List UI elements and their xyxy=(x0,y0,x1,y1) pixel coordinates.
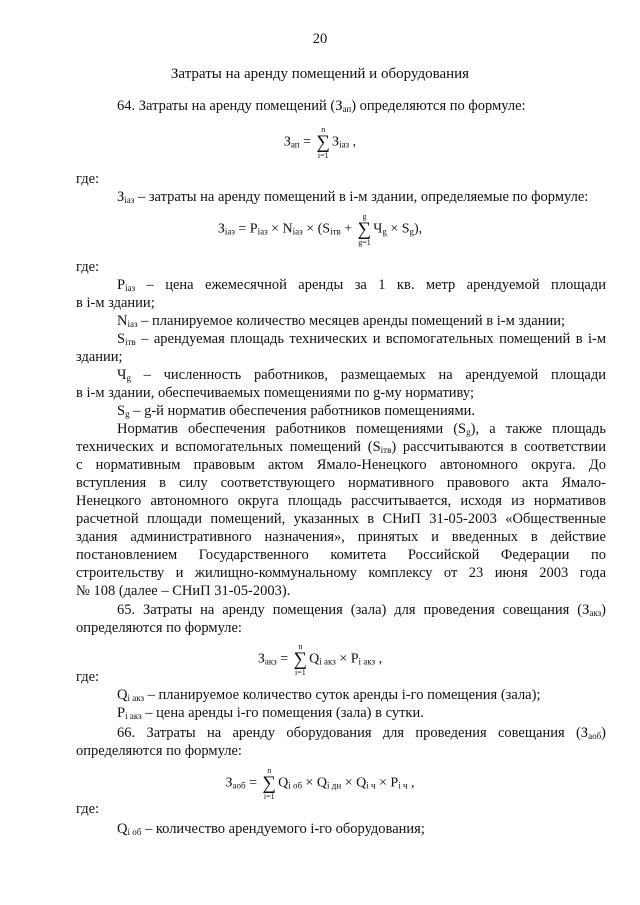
definition-ch-g: $Ч_g$ – численность работников, размещаемых на арендуемой площади xyxy=(117,367,606,383)
sum-symbol: n ∑ i=1 xyxy=(262,766,277,801)
norm-line-9: строительству и жилищно-коммунальному комплексу от 23 июня 2003 года xyxy=(76,565,606,581)
sum-symbol: n ∑ i=1 xyxy=(293,642,308,677)
paragraph-66-cont: определяются по формуле: xyxy=(76,743,242,759)
norm-line-7: здания административного назначения», принятых и введенных в действие xyxy=(76,529,606,545)
definition-p-iaz: $P_{iаз}$ – цена ежемесячной аренды за 1 кв. метр арендуемой площади xyxy=(117,277,606,293)
norm-line-3: с нормативным правовым актом Ямало-Ненецкого автономного округа. До xyxy=(76,457,606,473)
definition-s-itv: $S_{iтв}$ – арендуемая площадь технических и вспомогательных помещений в i-м xyxy=(117,331,606,347)
definition-p-iaz-cont: в i-м здании; xyxy=(76,295,155,311)
formula-rent-hall: $З_{акз}$ = n ∑ i=1 $Q_{i акз} \times P_{i акз}$ , xyxy=(257,642,383,677)
definition-ch-g-cont: в i-м здании, обеспечиваемых помещениями по g-му нормативу; xyxy=(76,385,474,401)
norm-line-10: № 108 (далее – СНиП 31-05-2003). xyxy=(76,583,291,599)
norm-line-4: вступления в силу соответствующего нормативного правового акта Ямало- xyxy=(76,475,606,491)
definition-s-g: $S_g - g-й$ норматив обеспечения работников помещениями. xyxy=(117,403,476,419)
where-label: где: xyxy=(76,171,100,187)
paragraph-65-cont: определяются по формуле: xyxy=(76,620,242,636)
norm-line-6: расчетной площади помещений, указанных в СНиП 31-05-2003 «Общественные xyxy=(76,511,606,527)
where-label: где: xyxy=(76,801,100,817)
where-label: где: xyxy=(76,669,100,685)
definition-p-akz: $P_{i акз}$ – цена аренды i-го помещения (зала) в сутки. xyxy=(117,705,424,721)
page-number: 20 xyxy=(312,31,328,47)
definition-n-iaz: $N_{iаз}$ – планируемое количество месяцев аренды помещений в i-м здании; xyxy=(117,313,565,329)
formula-rent-premises: $З_{ап}$ = n ∑ i=1 $З_{iаз}$ , xyxy=(283,125,357,160)
paragraph-64: 64. Затраты на аренду помещений $(З_{ап})$ определяются по формуле: xyxy=(117,98,526,114)
where-label: где: xyxy=(76,259,100,275)
paragraph-66: 66. Затраты на аренду оборудования для проведения совещания $(З_{аоб})$ xyxy=(117,725,606,741)
definition-s-itv-cont: здании; xyxy=(76,349,123,365)
formula-rent-building: $З_{iаз} = P_{iаз} \times N_{iаз} \times (S_{iтв}$ + g ∑ g=1 $Ч_g \times S_g$), xyxy=(217,212,423,247)
paragraph-65: 65. Затраты на аренду помещения (зала) для проведения совещания $(З_{акз})$ xyxy=(117,602,606,618)
sum-symbol: n ∑ i=1 xyxy=(316,125,331,160)
definition-z-iaz: $З_{iаз}$ – затраты на аренду помещений в i-м здании, определяемые по формуле: xyxy=(117,189,589,205)
norm-line-5: Ненецкого автономного округа площадь рассчитывается, исходя из нормативов xyxy=(76,493,606,509)
section-heading: Затраты на аренду помещений и оборудования xyxy=(170,66,470,82)
definition-q-akz: $Q_{i акз}$ – планируемое количество суток аренды i-го помещения (зала); xyxy=(117,687,541,703)
definition-q-ob: $Q_{i об}$ – количество арендуемого i-го оборудования; xyxy=(117,821,425,837)
norm-line-1: Норматив обеспечения работников помещениями $(S_g)$, а также площадь xyxy=(117,421,606,437)
norm-line-8: постановлением Государственного комитета Российской Федерации по xyxy=(76,547,606,563)
sum-symbol: g ∑ g=1 xyxy=(357,212,372,247)
formula-rent-equipment: $З_{аоб}$ = n ∑ i=1 $Q_{i об} \times Q_{i дн} \times Q_{i ч} \times P_{i ч}$ , xyxy=(225,766,415,801)
norm-line-2: технических и вспомогательных помещений $(S_{iтв})$ рассчитываются в соответствии xyxy=(76,439,607,455)
